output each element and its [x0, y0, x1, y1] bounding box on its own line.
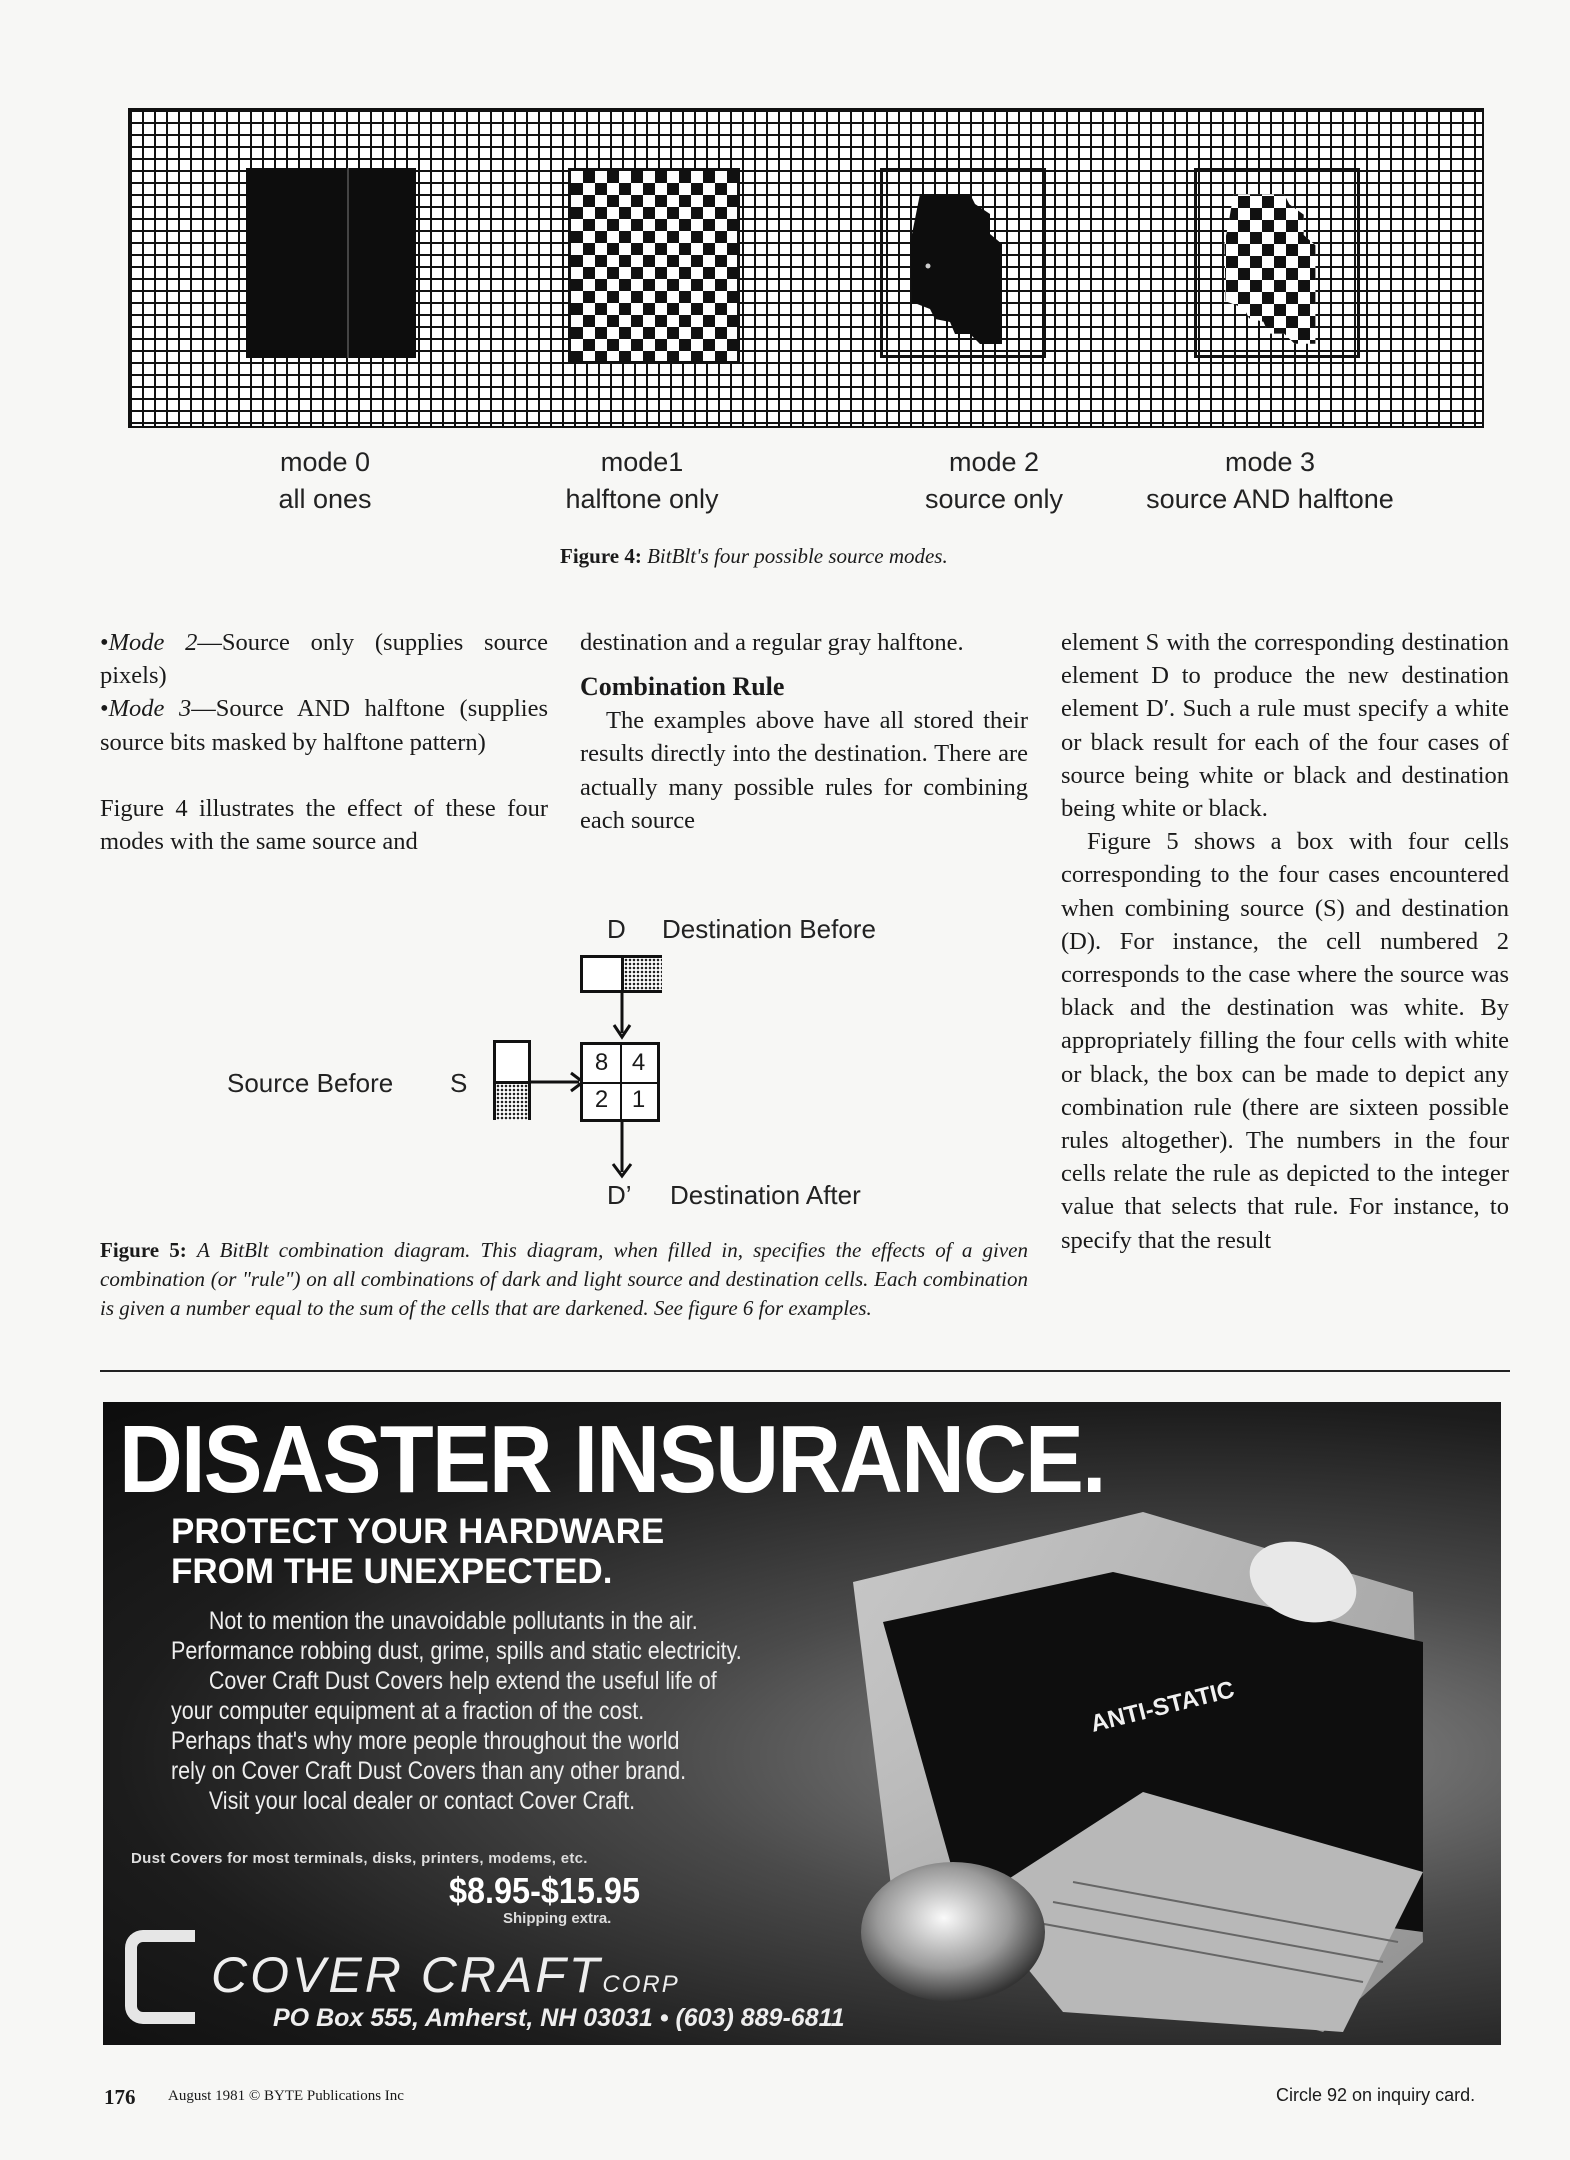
page-divider [100, 1370, 1510, 1372]
ad-subhead-line-2: FROM THE UNEXPECTED. [171, 1552, 613, 1591]
issue-credit: August 1981 © BYTE Publications Inc [168, 2088, 404, 2104]
mode2-source-shape [900, 184, 1030, 354]
page-number: 176 [104, 2085, 136, 2109]
fig5-destination-before-label: Destination Before [662, 914, 876, 944]
ad-shipping: Shipping extra. [503, 1910, 612, 1927]
mode2-name: mode 2 [948, 447, 1040, 477]
mode3-text: —Source AND halftone (supplies source bits masked by halftone pattern) [100, 695, 548, 756]
ad-subhead-line-1: PROTECT YOUR HARDWARE [171, 1512, 665, 1551]
col1-paragraph: Figure 4 illustrates the effect of these four modes with the same source and [100, 794, 548, 856]
mode3-term: Mode 3 [108, 695, 192, 723]
figure4-caption-label: Figure 4: [560, 544, 642, 568]
ad-headline: DISASTER INSURANCE. [119, 1406, 1105, 1513]
anti-static-label: ANTI-STATIC [1087, 1676, 1238, 1738]
ad-brand-name: COVER CRAFT [211, 1947, 603, 2003]
fig5-source-before-label: Source Before [227, 1068, 394, 1098]
fig5-destination-after-label: Destination After [670, 1180, 861, 1210]
fig5-combination-box [580, 1042, 660, 1122]
fig5-s-letter: S [450, 1068, 468, 1098]
mode0-label [165, 444, 485, 518]
fig5-arrow-right [531, 1070, 587, 1094]
cover-craft-advertisement [103, 1402, 1501, 2045]
fig5-source-dark-cell [496, 1081, 528, 1120]
mode3-desc: source AND halftone [1146, 484, 1394, 514]
mode2-desc: source only [924, 484, 1064, 514]
ad-price: $8.95-$15.95 [449, 1870, 640, 1911]
ad-body-line: Visit your local dealer or contact Cover Craft. [208, 1787, 636, 1815]
column-1 [100, 626, 548, 858]
ad-body-line: Perhaps that's why more people throughout the world [171, 1727, 680, 1755]
figure4-caption-text: BitBlt's four possible source modes. [647, 544, 948, 568]
mode2-term: Mode 2 [108, 629, 198, 656]
ad-product-line: Dust Covers for most terminals, disks, printers, modems, etc. [131, 1850, 588, 1867]
fig5-destination-dark-cell [621, 958, 662, 990]
ad-body-line: Cover Craft Dust Covers help extend the useful life of [208, 1667, 717, 1695]
fig5-dprime-letter: D’ [607, 1180, 632, 1210]
fig5-destination-before-box [580, 955, 662, 993]
inquiry-card-note: Circle 92 on inquiry card. [1276, 2085, 1476, 2105]
mode0-name: mode 0 [279, 447, 371, 477]
mode3-name: mode 3 [1224, 447, 1316, 477]
ad-brand-suffix: CORP [602, 1971, 680, 1998]
ad-address: PO Box 555, Amherst, NH 03031 • (603) 889-6811 [273, 2004, 845, 2032]
mode1-label [482, 444, 802, 518]
mode1-desc: halftone only [565, 484, 719, 514]
figure4-grid [128, 108, 1484, 428]
combination-rule-heading: Combination Rule [580, 672, 785, 702]
fig5-arrow-down-2 [610, 1122, 634, 1180]
col1-mode3: •Mode 3—Source AND halftone (supplies source bits masked by halftone pattern) [100, 695, 548, 756]
col3-paragraph-2: Figure 5 shows a box with four cells corresponding to the four cases encountered when combining source (S) and destination (D). For instance, the cell numbered 2 corresponds to the case where the source was black and the destination was white. By appropriately filling the four cells with white or black, the box can be made to depict any combination rule (there are sixteen possible rules altogether). The numbers in the four cells relate the rule as depicted to the integer value that selects that rule. For instance, to specify that the result [1061, 828, 1509, 1254]
col3-paragraph-1: element S with the corresponding destination element D to produce the new destination element D′. Such a rule must specify a white or black result for each of the four cases of source being white or black and destination being white or black. [1061, 629, 1509, 823]
column-2 [580, 626, 1028, 837]
figure5-caption-label: Figure 5: [100, 1238, 187, 1262]
ad-body-line: rely on Cover Craft Dust Covers than any other brand. [171, 1757, 687, 1785]
fig5-d-letter: D [607, 914, 626, 944]
col1-mode2: •Mode 2—Source only (supplies source pixels) [100, 629, 548, 690]
fig5-cell-1: 1 [631, 1086, 646, 1113]
mode1-halftone [568, 168, 740, 364]
fig5-arrow-down-1 [612, 993, 632, 1041]
ad-body-line: Performance robbing dust, grime, spills and static electricity. [171, 1637, 742, 1665]
mode2-label [834, 444, 1154, 518]
ad-body-line: Not to mention the unavoidable pollutants in the air. [208, 1607, 698, 1635]
mode0-desc: all ones [278, 484, 372, 514]
fig5-cell-4: 4 [620, 1045, 657, 1084]
col2-paragraph-2: The examples above have all stored their results directly into the destination. There are actually many possible rules for combining each source [580, 707, 1028, 834]
mode2-text: —Source only (supplies source pixels) [100, 629, 548, 690]
fig5-cell-2: 2 [583, 1082, 622, 1119]
figure5-caption [100, 1236, 1028, 1323]
fig5-source-before-box [493, 1040, 531, 1120]
computer-dust-cover-illustration [783, 1472, 1501, 2042]
mode3-label [1110, 444, 1430, 518]
mode0-block [246, 168, 416, 358]
column-3 [1061, 626, 1509, 1257]
fig5-cell-8: 8 [583, 1045, 622, 1084]
cover-craft-logo-icon [125, 1930, 195, 2024]
col2-paragraph-1: destination and a regular gray halftone. [580, 629, 964, 656]
ad-subhead [171, 1512, 664, 1592]
figure5-caption-text: A BitBlt combination diagram. This diagram, when filled in, specifies the effects of a given combination (or "rule") on all combinations of dark and light source and destination cells. Each combination is given a number equal to the sum of the cells that are darkened. See figure 6 for examples. [100, 1238, 1028, 1320]
ad-brand [211, 1946, 680, 2004]
ad-body-line: your computer equipment at a fraction of the cost. [171, 1697, 645, 1725]
ad-body [171, 1606, 742, 1816]
figure4-caption [560, 544, 948, 569]
mode1-name: mode1 [600, 447, 684, 477]
mode0-seam [347, 168, 349, 358]
